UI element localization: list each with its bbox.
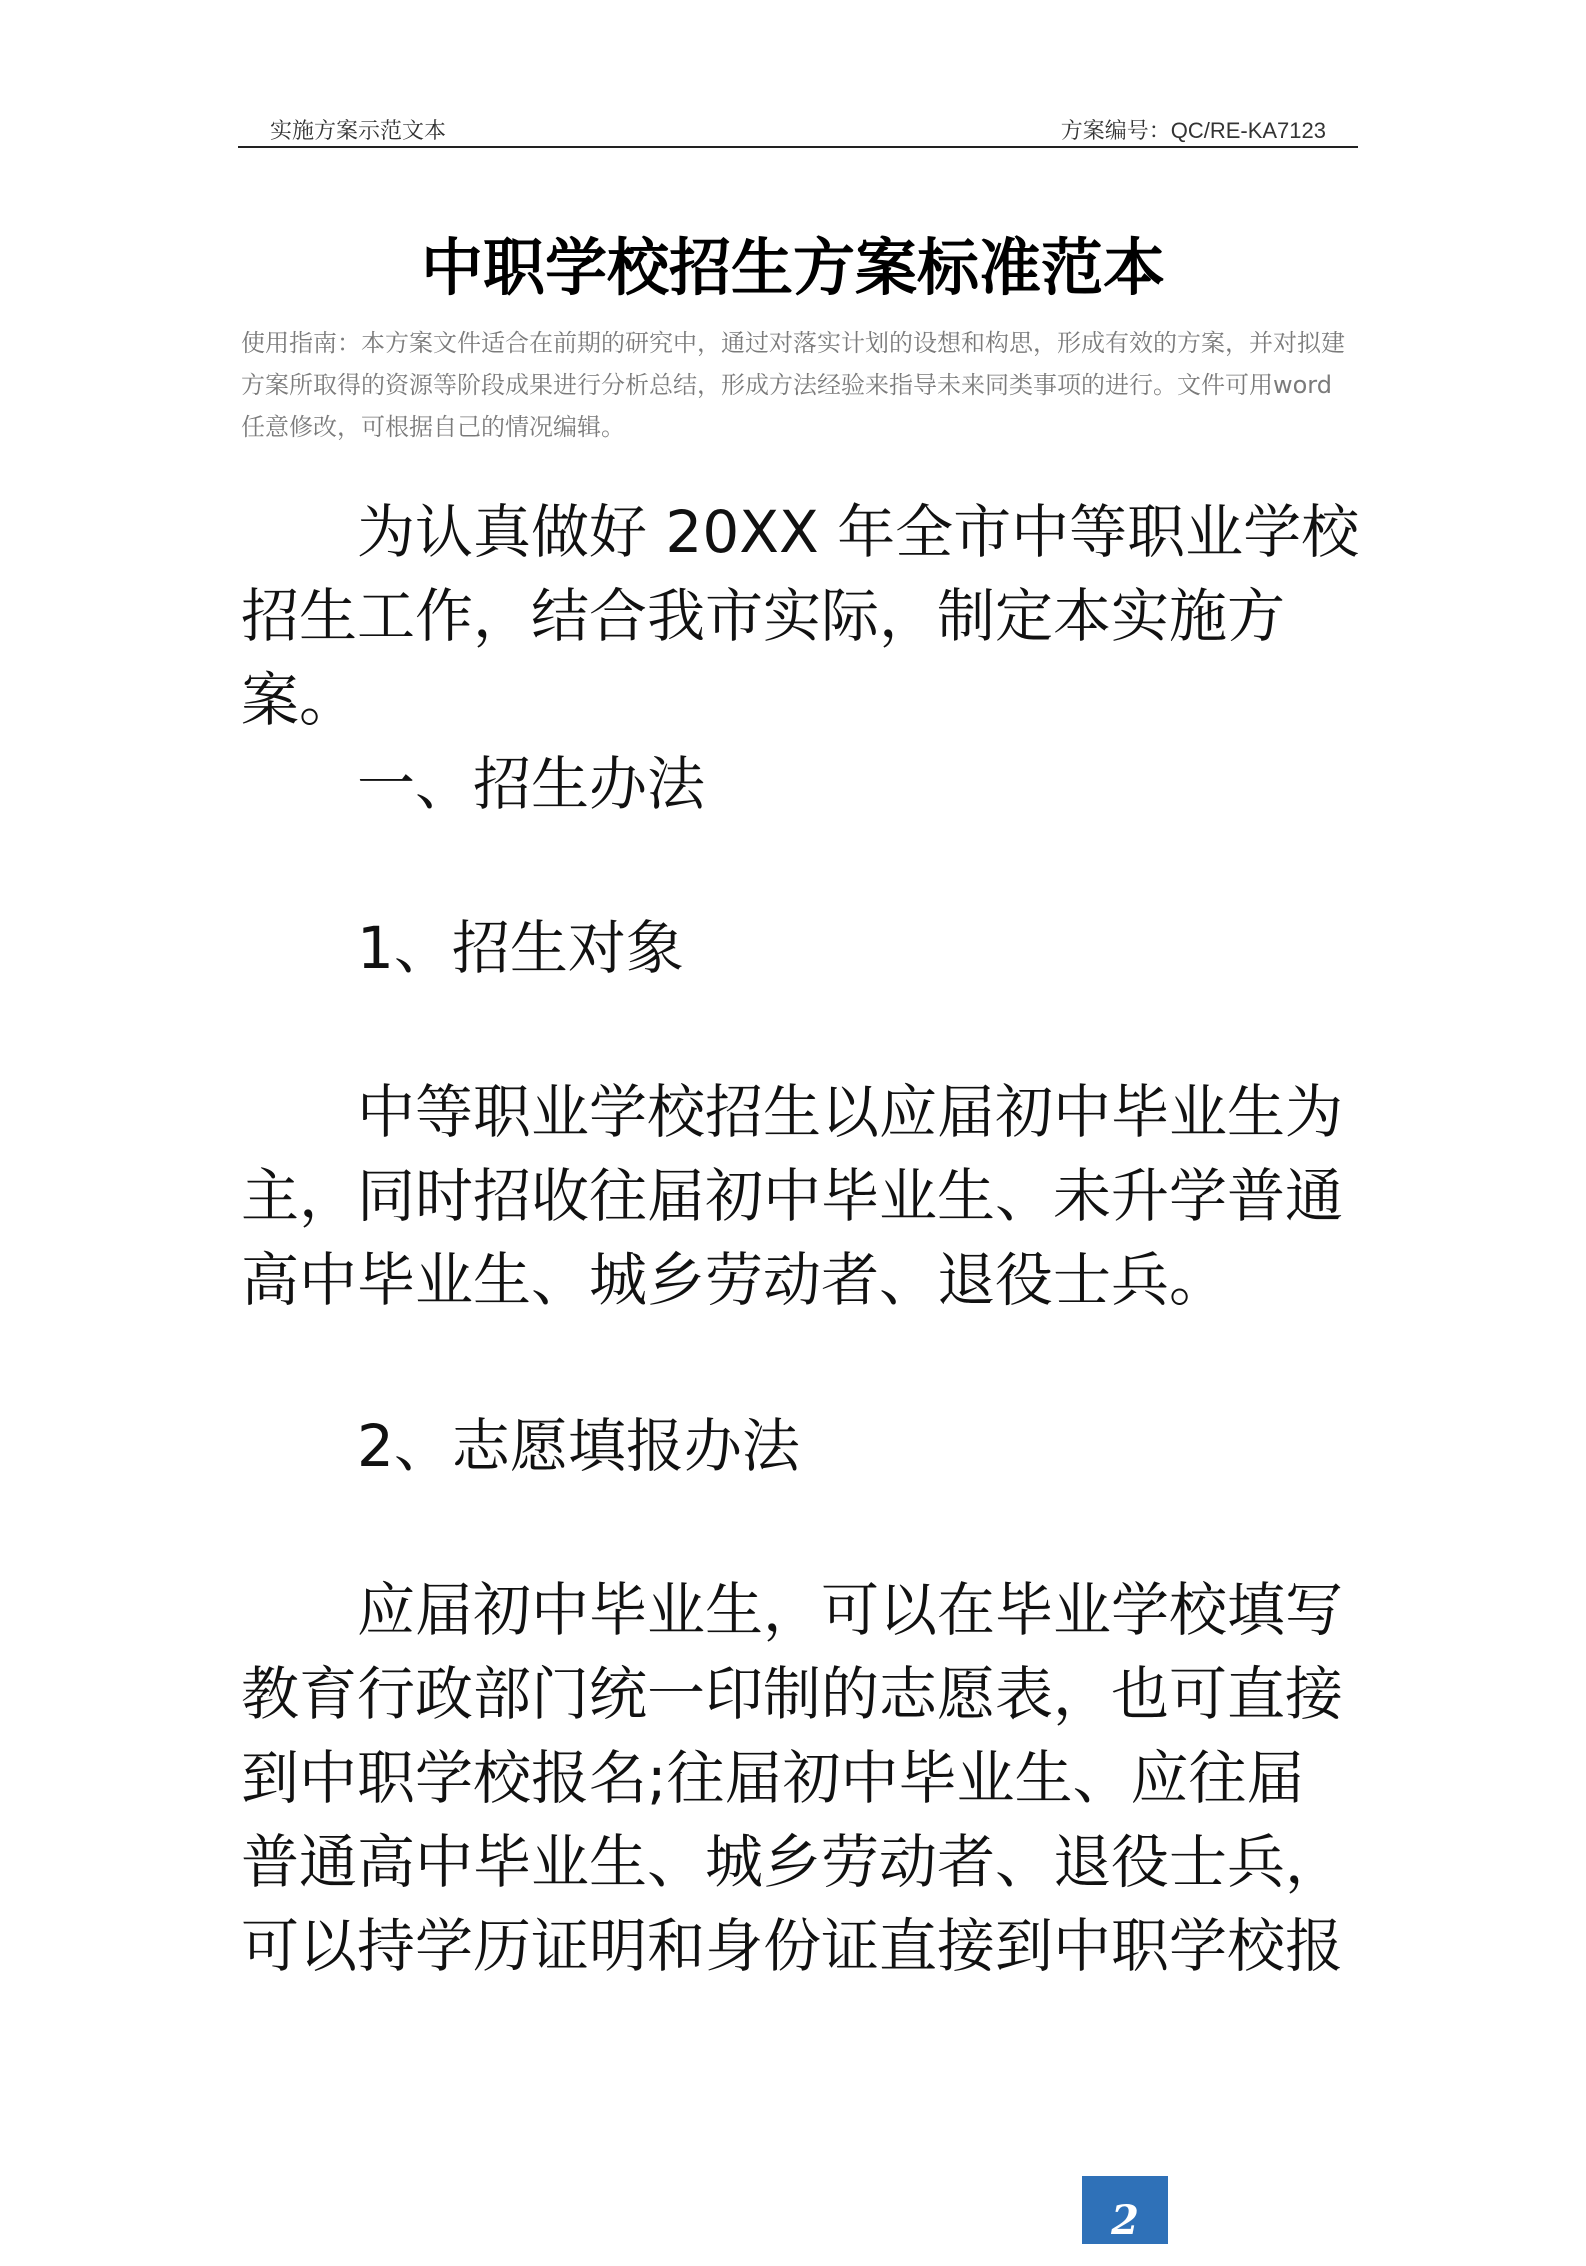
header-number-code: QC/RE-KA7123 — [1170, 118, 1326, 143]
page-header — [238, 110, 1358, 148]
intro-paragraph: 为认真做好 20XX 年全市中等职业学校招生工作，结合我市实际，制定本实施方案。 — [241, 498, 1360, 734]
header-doc-type: 实施方案示范文本 — [270, 119, 447, 144]
paragraph-application-method: 应届初中毕业生，可以在毕业学校填写教育行政部门统一印制的志愿表，也可直接到中职学校报名;往届初中毕业生、应往届普通高中毕业生、城乡劳动者、退役士兵，可以持学历证明和身份证直接到中职学校报 — [241, 1576, 1344, 1980]
section-heading-1: 一、招生办法 — [357, 750, 706, 818]
header-doc-number — [1061, 114, 1326, 145]
usage-guide: 使用指南：本方案文件适合在前期的研究中，通过对落实计划的设想和构思，形成有效的方案，并对拟建方案所取得的资源等阶段成果进行分析总结，形成方法经验来指导未来同类事项的进行。文件可用word 任意修改，可根据自己的情况编辑。 — [241, 329, 1345, 441]
subsection-heading-2: 2、志愿填报办法 — [357, 1412, 800, 1480]
header-number-label: 方案编号： — [1060, 119, 1171, 144]
page-number-badge: 2 — [1082, 2176, 1168, 2244]
paragraph-enrollment-targets: 中等职业学校招生以应届初中毕业生为主，同时招收往届初中毕业生、未升学普通高中毕业生、城乡劳动者、退役士兵。 — [241, 1078, 1344, 1314]
subsection-heading-1: 1、招生对象 — [357, 914, 684, 982]
document-title: 中职学校招生方案标准范本 — [420, 231, 1165, 304]
